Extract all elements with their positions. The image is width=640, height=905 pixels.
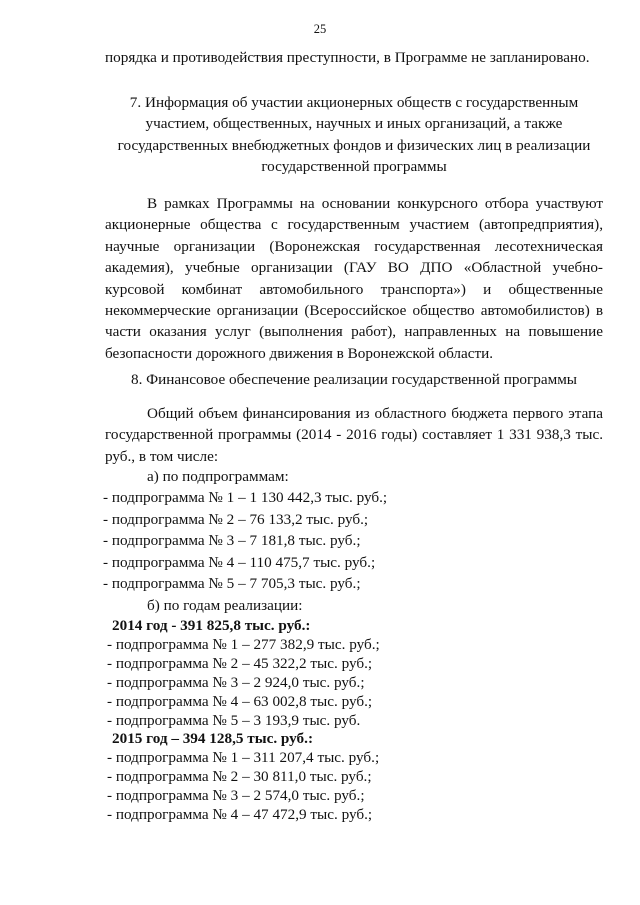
section7-heading	[105, 92, 603, 178]
list-item: - подпрограмма № 3 – 7 181,8 тыс. руб.;	[103, 532, 361, 550]
years-breakdown	[107, 617, 607, 825]
section8-heading: 8. Финансовое обеспечение реализации государственной программы	[130, 371, 578, 388]
section8-paragraph: Общий объем финансирования из областного бюджета первого этапа государственной программы (2014 - 2016 годы) составляет 1 331 938,3 тыс. руб., в том числе:	[105, 405, 603, 465]
section7-heading-line: государственной программы	[261, 158, 447, 176]
list-item: - подпрограмма № 2 – 76 133,2 тыс. руб.;	[103, 510, 369, 528]
list-item: - подпрограмма № 4 – 47 472,9 тыс. руб.;	[107, 806, 373, 824]
intro-line: порядка и противодействия преступности, в Программе не запланировано.	[105, 49, 590, 66]
year-2014-heading: 2014 год - 391 825,8 тыс. руб.:	[112, 617, 311, 634]
list-item: - подпрограмма № 1 – 311 207,4 тыс. руб.;	[107, 749, 380, 767]
by-subprograms-label: а) по подпрограммам:	[147, 468, 289, 485]
by-years-label-row	[103, 595, 603, 616]
by-years-label: б) по годам реализации:	[147, 597, 303, 614]
section7-heading-line: участием, общественных, научных и иных организаций, а также	[145, 115, 563, 133]
list-item: - подпрограмма № 4 – 63 002,8 тыс. руб.;	[107, 692, 373, 710]
list-item: - подпрограмма № 1 – 1 130 442,3 тыс. руб.;	[103, 489, 388, 507]
list-item: - подпрограмма № 1 – 277 382,9 тыс. руб.;	[107, 635, 380, 653]
list-item: - подпрограмма № 2 – 30 811,0 тыс. руб.;	[107, 768, 372, 786]
list-item: - подпрограмма № 4 – 110 475,7 тыс. руб.;	[103, 553, 376, 571]
page-number: 25	[313, 22, 327, 36]
list-item: - подпрограмма № 2 – 45 322,2 тыс. руб.;	[107, 654, 373, 672]
section7-paragraph: В рамках Программы на основании конкурсного отбора участвуют акционерные общества с государственным участием (автопредприятия), научные организации (Воронежская государственная лесотехническая академия), учебные организации (ГАУ ВО ДПО «Областной учебно-курсовой комбинат автомобильного транспорта») и общественные некоммерческие организации (Всероссийское общество автомобилистов) в части оказания услуг (выполнения работ), направленных на повышение безопасности дорожного движения в Воронежской области.	[105, 195, 603, 362]
list-item: - подпрограмма № 3 – 2 924,0 тыс. руб.;	[107, 673, 365, 691]
section7-heading-line: 7. Информация об участии акционерных обществ с государственным	[129, 94, 579, 111]
subprograms-list	[103, 466, 603, 594]
section7-heading-line: государственных внебюджетных фондов и физических лиц в реализации	[117, 136, 591, 154]
year-2015-heading: 2015 год – 394 128,5 тыс. руб.:	[112, 730, 314, 748]
list-item: - подпрограмма № 5 – 3 193,9 тыс. руб.	[107, 711, 361, 729]
list-item: - подпрограмма № 5 – 7 705,3 тыс. руб.;	[103, 575, 361, 593]
list-item: - подпрограмма № 3 – 2 574,0 тыс. руб.;	[107, 787, 365, 805]
